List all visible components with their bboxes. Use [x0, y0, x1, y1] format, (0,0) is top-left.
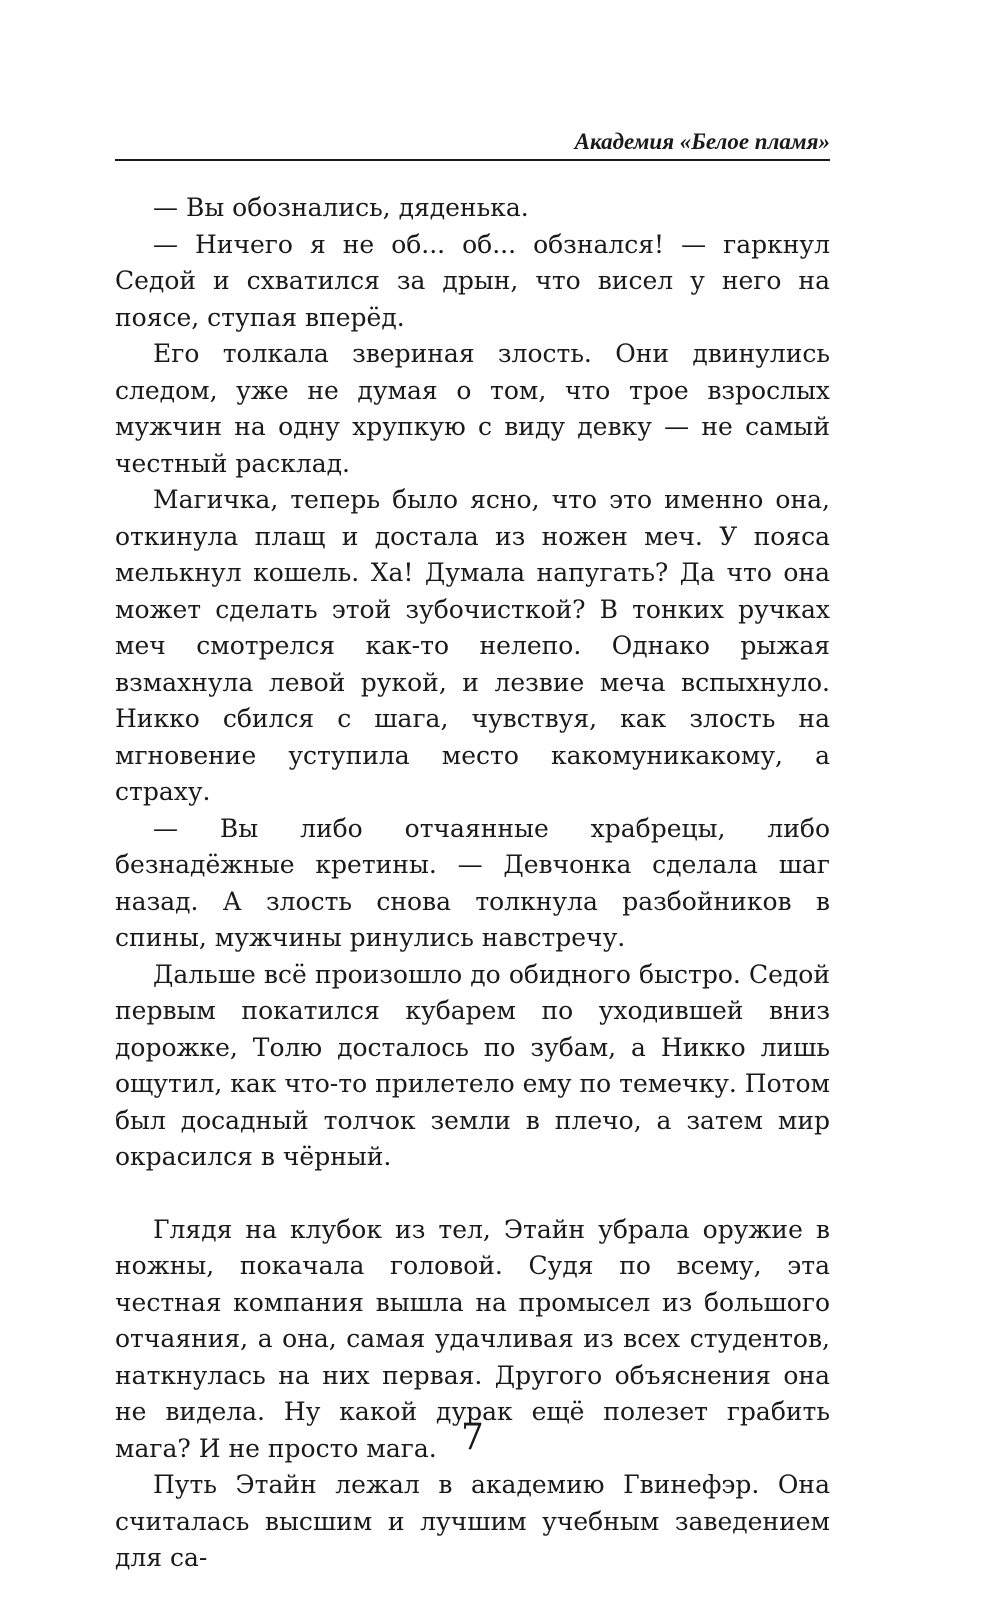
paragraph: — Вы обознались, дяденька.	[153, 193, 529, 222]
paragraph: — Вы либо отчаянные храбрецы, либо безнадёжные кретины. — Девчонка сделала шаг назад. А злость снова толкнула разбойников в спины, мужчины ринулись навстречу.	[115, 813, 830, 952]
body-text	[115, 190, 830, 1577]
paragraph: Путь Этайн лежал в академию Гвинефэр. Она считалась высшим и лучшим учебным заведением для са-	[115, 1470, 830, 1572]
header-divider	[115, 159, 830, 161]
running-header-title: Академия «Белое пламя»	[574, 129, 830, 154]
paragraph: Дальше всё произошло до обидного быстро. Седой первым покатился кубарем по уходившей вниз дорожке, Толю досталось по зубам, а Никко лишь ощутил, как что-то прилетело ему по темечку. Потом был досадный толчок земли в плечо, а затем мир окрасился в чёрный.	[115, 959, 830, 1171]
paragraph: Магичка, теперь было ясно, что это именно она, откинула плащ и достала из ножен меч. У пояса мелькнул кошель. Ха! Думала напугать? Да что она может сделать этой зубочисткой? В тонких ручках меч смотрелся как-то нелепо. Однако рыжая взмахнула левой рукой, и лезвие меча вспыхнуло. Никко сбился с шага, чувствуя, как злость на мгновение уступила место какомуникакому, а страху.	[115, 485, 830, 806]
paragraph: — Ничего я не об... об... обзнался! — гаркнул Седой и схватился за дрын, что висел у него на поясе, ступая вперёд.	[115, 229, 830, 332]
paragraph: Глядя на клубок из тел, Этайн убрала оружие в ножны, покачала головой. Судя по всему, эта честная компания вышла на промысел из большого отчаяния, а она, самая удачливая из всех студентов, наткнулась на них первая. Другого объяснения она не видела. Ну какой дурак ещё полезет грабить мага? И не просто мага.	[115, 1214, 830, 1463]
section-break	[115, 1176, 830, 1212]
paragraph: Его толкала звериная злость. Они двинулись следом, уже не думая о том, что трое взрослых мужчин на одну хрупкую с виду девку — не самый честный расклад.	[115, 339, 830, 478]
page-number: 7	[461, 1417, 484, 1458]
